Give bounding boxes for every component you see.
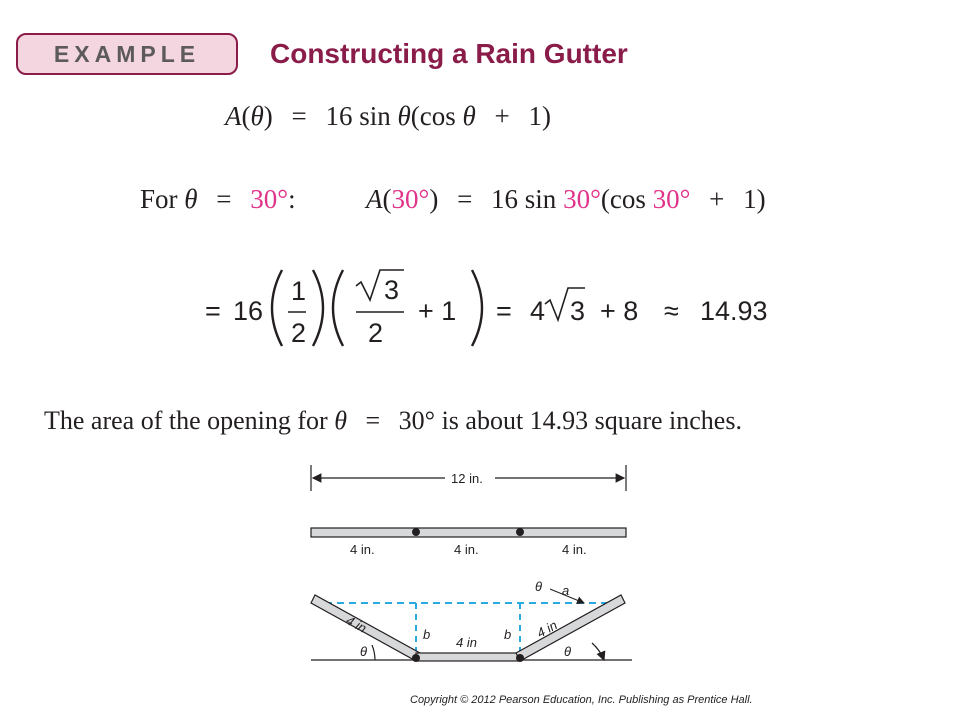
eq2-equals: = xyxy=(216,184,232,214)
eq2-lp: ( xyxy=(382,184,392,214)
eq2-rhs-b: (cos xyxy=(600,184,646,214)
gutter-bottom xyxy=(416,653,520,661)
corner-point-right xyxy=(516,654,524,662)
fold-point-1 xyxy=(412,528,420,536)
eq3-paren-left-2 xyxy=(333,270,343,346)
eq1-rhs-theta: θ xyxy=(397,101,411,131)
angle-arc-left xyxy=(372,645,375,660)
eq2-theta: θ xyxy=(184,184,198,214)
eq2-rhs-a: 16 sin xyxy=(491,184,557,214)
eq3-plus8: + 8 xyxy=(600,296,639,326)
eq3-approx: ≈ xyxy=(664,296,679,326)
eq2-equals2: = xyxy=(457,184,473,214)
eq3-three: 3 xyxy=(570,296,586,326)
gutter-diagram xyxy=(0,455,960,685)
angle-arc-right xyxy=(592,643,604,660)
eq2-rhs-30a: 30° xyxy=(563,184,601,214)
example-badge: EXAMPLE xyxy=(16,33,238,75)
eq2-colon: : xyxy=(288,184,296,214)
segment-label-3: 4 in. xyxy=(562,542,587,557)
sentence-val: 30° xyxy=(398,406,436,435)
eq3-frac2-den: 2 xyxy=(368,318,384,348)
equation-line-1 xyxy=(225,103,551,130)
eq3-coef: 16 xyxy=(233,296,264,326)
side-label-right: 4 in xyxy=(534,617,560,641)
eq2-one: 1) xyxy=(743,184,766,214)
bottom-label: 4 in xyxy=(456,635,477,650)
eq3-equals2: = xyxy=(496,296,512,326)
eq1-theta: θ xyxy=(250,101,264,131)
eq1-lp: ( xyxy=(241,101,251,131)
segment-label-1: 4 in. xyxy=(350,542,375,557)
eq1-A: A xyxy=(225,101,242,131)
eq3-paren-right-2 xyxy=(472,270,482,346)
eq1-rp: ) xyxy=(263,101,273,131)
a-label: a xyxy=(562,583,570,598)
eq3-four: 4 xyxy=(530,296,546,326)
eq3-frac1-den: 2 xyxy=(291,318,307,348)
eq2-rhs-30b: 30° xyxy=(652,184,691,214)
eq3-frac1-num: 1 xyxy=(291,276,307,306)
b-label-left: b xyxy=(423,627,431,642)
theta-top-label: θ xyxy=(535,579,543,594)
eq1-rhs-b: (cos xyxy=(410,101,456,131)
page-title: Constructing a Rain Gutter xyxy=(270,38,628,69)
eq3-plus1: + 1 xyxy=(418,296,457,326)
eq2-A: A xyxy=(366,184,383,214)
b-label-right: b xyxy=(504,627,512,642)
eq3-paren-right-1 xyxy=(313,270,323,346)
eq2-val: 30° xyxy=(250,184,289,214)
sentence-equals: = xyxy=(365,406,381,435)
sentence-pre: The area of the opening for xyxy=(44,406,328,435)
sentence-post: is about 14.93 square inches. xyxy=(441,406,742,435)
corner-point-left xyxy=(412,654,420,662)
eq2-arg: 30° xyxy=(391,184,430,214)
eq1-equals: = xyxy=(291,101,307,131)
fold-point-2 xyxy=(516,528,524,536)
eq2-for: For xyxy=(140,184,178,214)
theta-left-label: θ xyxy=(360,644,368,659)
eq1-rhs-a: 16 sin xyxy=(325,101,391,131)
eq3-result: 14.93 xyxy=(700,296,768,326)
copyright-notice: Copyright © 2012 Pearson Education, Inc. Publishing as Prentice Hall. xyxy=(410,694,753,706)
eq2-rp: ) xyxy=(429,184,439,214)
eq3-equals: = xyxy=(205,296,221,326)
flat-sheet xyxy=(311,528,626,537)
eq3-paren-left-1 xyxy=(272,270,282,346)
total-width-label: 12 in. xyxy=(451,471,483,486)
eq1-plus: + xyxy=(494,101,510,131)
eq1-one: 1) xyxy=(528,101,552,131)
equation-line-2-rhs xyxy=(366,186,766,213)
segment-label-2: 4 in. xyxy=(454,542,479,557)
equation-line-3 xyxy=(0,258,960,358)
side-label-left: 4 in xyxy=(343,612,370,636)
theta-right-label: θ xyxy=(564,644,572,659)
eq2-plus: + xyxy=(709,184,725,214)
equation-line-2 xyxy=(140,186,296,213)
eq3-frac2-num: 3 xyxy=(384,275,400,305)
sentence-theta: θ xyxy=(334,406,347,435)
conclusion-sentence xyxy=(44,406,742,436)
eq1-rhs-theta2: θ xyxy=(462,101,476,131)
